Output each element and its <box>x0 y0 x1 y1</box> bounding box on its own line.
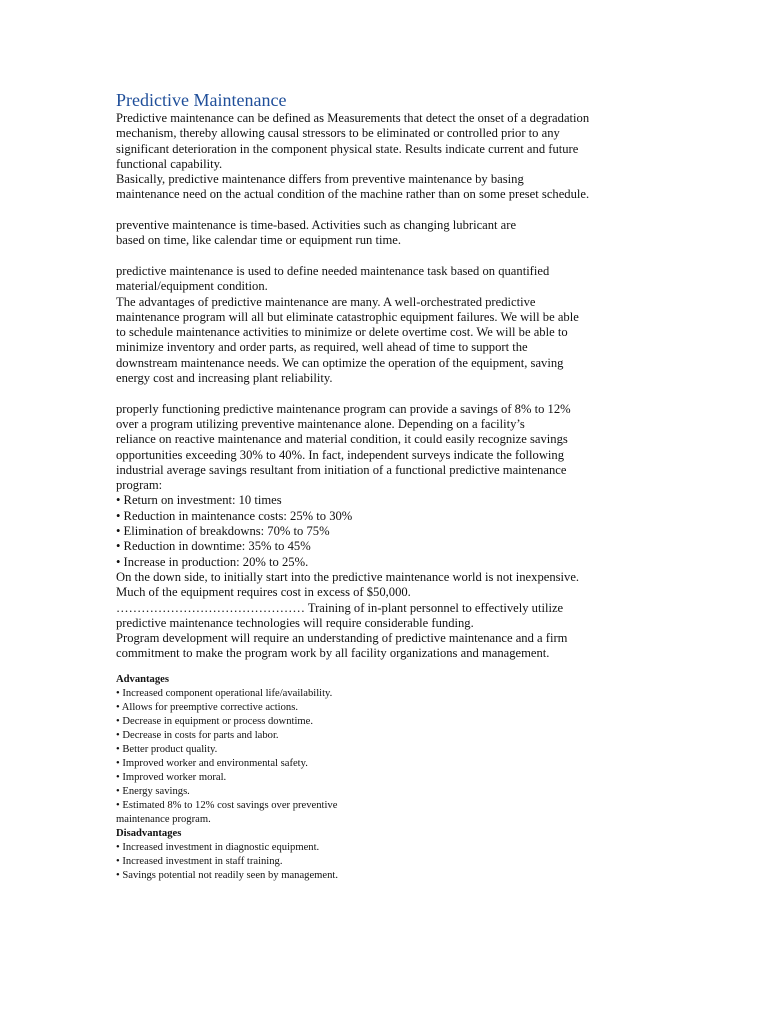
savings-list-item: • Reduction in downtime: 35% to 45% <box>116 539 311 554</box>
disadvantage-item: • Increased investment in staff training. <box>116 855 283 867</box>
text-line: preventive maintenance is time-based. Activities such as changing lubricant are <box>116 218 517 233</box>
disadvantages-section <box>116 827 656 883</box>
disadvantage-item: • Increased investment in diagnostic equipment. <box>116 841 320 853</box>
text-line: based on time, like calendar time or equipment run time. <box>116 233 402 248</box>
intro-paragraph <box>116 111 656 203</box>
text-line: ……………………………………… Training of in-plant personnel to effectively utilize <box>116 600 564 615</box>
savings-paragraph <box>116 402 656 662</box>
savings-list-item: • Elimination of breakdowns: 70% to 75% <box>116 524 330 539</box>
text-line: On the down side, to initially start into the predictive maintenance world is not inexpensive. <box>116 569 580 584</box>
text-line: functional capability. <box>116 156 223 171</box>
predictive-paragraph <box>116 264 656 386</box>
text-line: material/equipment condition. <box>116 279 268 294</box>
text-line: The advantages of predictive maintenance are many. A well-orchestrated predictive <box>116 294 536 309</box>
document-title: Predictive Maintenance <box>116 90 287 110</box>
text-line: properly functioning predictive maintenance program can provide a savings of 8% to 12% <box>116 401 571 416</box>
advantages-heading: Advantages <box>116 673 169 685</box>
advantage-item: • Better product quality. <box>116 743 218 755</box>
savings-list-item: • Return on investment: 10 times <box>116 493 282 508</box>
text-line: opportunities exceeding 30% to 40%. In fact, independent surveys indicate the following <box>116 447 565 462</box>
advantage-item: • Decrease in costs for parts and labor. <box>116 729 279 741</box>
text-line: commitment to make the program work by all facility organizations and management. <box>116 646 550 661</box>
text-line: industrial average savings resultant from initiation of a functional predictive maintenance <box>116 462 567 477</box>
text-line: Predictive maintenance can be defined as Measurements that detect the onset of a degradation <box>116 111 590 125</box>
text-line: over a program utilizing preventive maintenance alone. Depending on a facility’s <box>116 416 525 431</box>
text-line: maintenance program will all but eliminate catastrophic equipment failures. We will be able <box>116 309 579 324</box>
advantage-item: • Decrease in equipment or process downtime. <box>116 715 313 727</box>
text-line: mechanism, thereby allowing causal stressors to be eliminated or controlled prior to any <box>116 126 560 141</box>
text-line: predictive maintenance technologies will require considerable funding. <box>116 615 474 630</box>
text-line: energy cost and increasing plant reliability. <box>116 371 333 386</box>
advantage-item: maintenance program. <box>116 813 211 825</box>
disadvantages-heading: Disadvantages <box>116 827 182 839</box>
text-line: Program development will require an understanding of predictive maintenance and a firm <box>116 631 568 646</box>
advantage-item: • Energy savings. <box>116 785 190 797</box>
preventive-paragraph <box>116 218 656 249</box>
text-line: Basically, predictive maintenance differs from preventive maintenance by basing <box>116 172 524 187</box>
advantage-item: • Improved worker moral. <box>116 771 227 783</box>
advantage-item: • Allows for preemptive corrective actions. <box>116 701 298 713</box>
disadvantage-item: • Savings potential not readily seen by management. <box>116 869 339 881</box>
text-line: reliance on reactive maintenance and material condition, it could easily recognize savings <box>116 432 568 447</box>
text-line: Much of the equipment requires cost in excess of $50,000. <box>116 585 411 600</box>
advantage-item: • Estimated 8% to 12% cost savings over preventive <box>116 799 338 811</box>
savings-list-item: • Increase in production: 20% to 25%. <box>116 554 309 569</box>
text-line: predictive maintenance is used to define needed maintenance task based on quantified <box>116 263 550 278</box>
text-line: program: <box>116 478 163 493</box>
text-line: significant deterioration in the component physical state. Results indicate current and future <box>116 141 579 156</box>
text-line: to schedule maintenance activities to minimize or delete overtime cost. We will be able to <box>116 325 568 340</box>
savings-list-item: • Reduction in maintenance costs: 25% to 30% <box>116 508 353 523</box>
text-line: maintenance need on the actual condition of the machine rather than on some preset schedule. <box>116 187 590 202</box>
advantage-item: • Increased component operational life/availability. <box>116 687 333 699</box>
advantages-section <box>116 673 656 827</box>
text-line: downstream maintenance needs. We can optimize the operation of the equipment, saving <box>116 355 564 370</box>
document-page <box>116 89 656 883</box>
text-line: minimize inventory and order parts, as required, well ahead of time to support the <box>116 340 528 355</box>
advantage-item: • Improved worker and environmental safety. <box>116 757 308 769</box>
